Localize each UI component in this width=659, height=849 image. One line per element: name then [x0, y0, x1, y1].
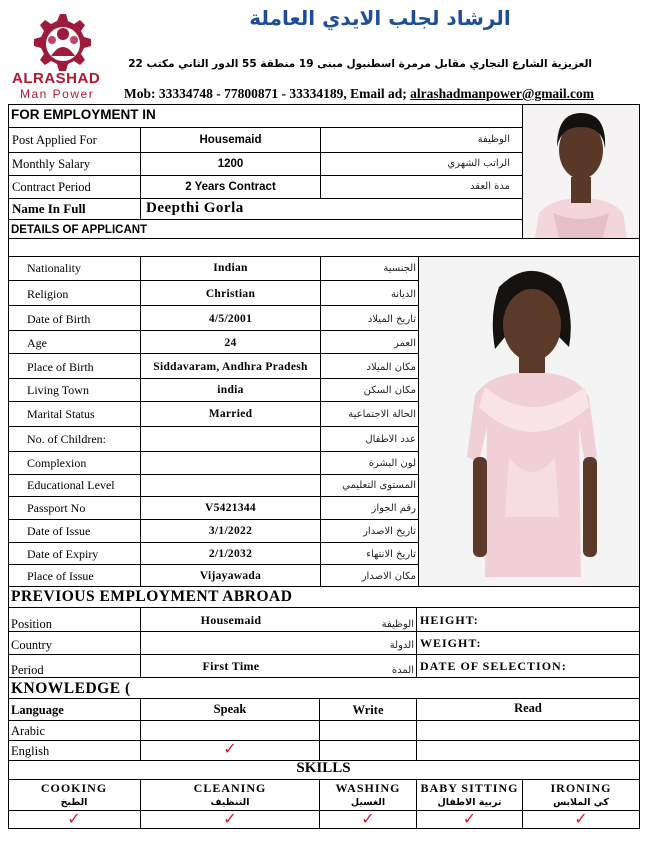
previous-side-field: DATE OF SELECTION:	[420, 659, 567, 673]
monthly-salary-arabic: الراتب الشهري	[447, 158, 510, 169]
speak-col-header: Speak	[213, 702, 247, 716]
applicant-field-label: Nationality	[27, 261, 81, 275]
applicant-field-value: 2/1/2032	[208, 548, 253, 560]
language-col-header: Language	[11, 703, 64, 717]
applicant-field-value: india	[217, 384, 244, 396]
monthly-salary-label: Monthly Salary	[12, 157, 91, 171]
applicant-field-label: Place of Birth	[27, 360, 94, 374]
previous-employment-heading: PREVIOUS EMPLOYMENT ABROAD	[11, 588, 293, 605]
applicant-field-arabic: تاريخ الانتهاء	[366, 549, 416, 560]
details-heading: DETAILS OF APPLICANT	[11, 224, 148, 236]
applicant-field-label: Marital Status	[27, 407, 95, 421]
applicant-field-arabic: مكان السكن	[363, 385, 416, 396]
skill-ironing: IRONING	[550, 781, 612, 795]
company-logo	[14, 10, 106, 100]
applicant-field-label: Educational Level	[27, 478, 115, 492]
applicant-field-arabic: الجنسية	[383, 263, 416, 274]
employment-heading: FOR EMPLOYMENT IN	[11, 107, 156, 122]
applicant-field-arabic: الحالة الاجتماعية	[348, 409, 416, 420]
company-address-arabic: العزيزية الشارع التجاري مقابل مرمرة اسطنبول مبنى 19 منطقة 55 الدور الثاني مكتب 22	[128, 58, 592, 70]
applicant-field-value: Vijayawada	[199, 570, 262, 582]
applicant-field-label: Living Town	[27, 383, 89, 397]
applicant-field-label: Place of Issue	[27, 569, 94, 583]
applicant-field-arabic: لون البشرة	[368, 458, 416, 469]
skill-check[interactable]: ✓	[574, 809, 588, 828]
company-title-arabic: الرشاد لجلب الايدي العاملة	[249, 6, 511, 30]
applicant-field-value: Indian	[213, 262, 248, 274]
applicant-field-value: Christian	[205, 288, 256, 300]
applicant-field-label: Passport No	[27, 501, 86, 515]
language-name: English	[11, 744, 50, 758]
skill-cleaning: CLEANING	[193, 781, 267, 795]
previous-side-field: HEIGHT:	[420, 613, 479, 627]
applicant-field-label: Date of Birth	[27, 312, 91, 326]
applicant-field-value: Siddavaram, Andhra Pradesh	[153, 361, 308, 373]
applicant-field-label: Age	[27, 336, 47, 350]
applicant-field-value: 24	[224, 337, 237, 349]
applicant-field-value: 4/5/2001	[208, 313, 253, 325]
previous-field-value: First Time	[202, 659, 260, 673]
write-col-header: Write	[352, 703, 384, 717]
applicant-field-arabic: المستوى التعليمي	[342, 480, 416, 491]
skill-check[interactable]: ✓	[67, 809, 81, 828]
post-applied-arabic: الوظيفة	[477, 134, 510, 145]
previous-field-arabic: الدولة	[389, 640, 414, 651]
skill-washing: WASHING	[335, 781, 401, 795]
applicant-field-arabic: تاريخ الاصدار	[363, 526, 416, 537]
previous-field-arabic: الوظيفة	[381, 619, 414, 630]
applicant-field-label: Date of Expiry	[27, 547, 99, 561]
skill-cooking: COOKING	[40, 781, 108, 795]
language-speak-check[interactable]: ✓	[223, 739, 237, 758]
applicant-photo-small	[523, 105, 639, 238]
applicant-photo-full	[419, 257, 639, 586]
skill-baby-sitting: BABY SITTING	[420, 781, 519, 795]
contact-phones: Mob: 33334748 - 77800871 - 33334189, Email ad;	[124, 86, 411, 101]
monthly-salary-value: 1200	[217, 158, 244, 170]
contact-email[interactable]: alrashadmanpower@gmail.com	[410, 86, 595, 101]
previous-field-label: Position	[11, 617, 52, 631]
previous-field-value: Housemaid	[200, 613, 262, 627]
applicant-field-label: Religion	[27, 287, 69, 301]
knowledge-heading-text: KNOWLEDGE (	[11, 680, 131, 697]
applicant-field-arabic: العمر	[394, 338, 416, 349]
applicant-field-label: No. of Children:	[27, 432, 106, 446]
skill-arabic: الغسيل	[350, 797, 386, 808]
knowledge-heading	[11, 680, 143, 698]
skills-heading: SKILLS	[296, 760, 351, 776]
applicant-field-arabic: الديانة	[390, 289, 416, 300]
applicant-field-arabic: مكان الميلاد	[366, 362, 416, 373]
skill-check[interactable]: ✓	[223, 809, 237, 828]
applicant-field-arabic: تاريخ الميلاد	[367, 314, 416, 325]
applicant-field-value: V5421344	[205, 502, 256, 514]
skill-arabic: كي الملابس	[553, 797, 609, 808]
read-col-header: Read	[514, 701, 542, 715]
skill-check[interactable]: ✓	[361, 809, 375, 828]
brand-subtitle: Man Power	[20, 87, 95, 101]
applicant-field-value: Married	[208, 408, 253, 420]
skill-arabic: الطبخ	[60, 797, 88, 808]
previous-field-arabic: المدة	[391, 665, 414, 676]
post-applied-label: Post Applied For	[12, 133, 97, 147]
applicant-field-arabic: مكان الاصدار	[361, 571, 416, 582]
applicant-field-label: Complexion	[27, 456, 87, 470]
applicant-field-value: 3/1/2022	[208, 525, 253, 537]
brand-name: ALRASHAD	[12, 70, 101, 87]
previous-field-label: Period	[11, 663, 44, 677]
contract-period-value: 2 Years Contract	[185, 181, 276, 193]
previous-side-field: WEIGHT:	[420, 636, 482, 650]
company-contact	[124, 86, 594, 102]
skill-arabic: تربية الاطفال	[437, 797, 502, 808]
applicant-field-label: Date of Issue	[27, 524, 91, 538]
previous-field-label: Country	[11, 638, 52, 652]
name-value: Deepthi Gorla	[146, 200, 244, 216]
applicant-field-arabic: عدد الاطفال	[365, 434, 416, 445]
skill-check[interactable]: ✓	[462, 809, 477, 828]
post-applied-value: Housemaid	[199, 134, 262, 146]
contract-period-label: Contract Period	[12, 180, 91, 194]
contract-period-arabic: مدة العقد	[470, 181, 510, 192]
language-name: Arabic	[11, 724, 46, 738]
applicant-field-arabic: رقم الجواز	[371, 503, 416, 514]
skill-arabic: التنظيف	[210, 797, 250, 808]
name-label: Name In Full	[12, 201, 86, 216]
